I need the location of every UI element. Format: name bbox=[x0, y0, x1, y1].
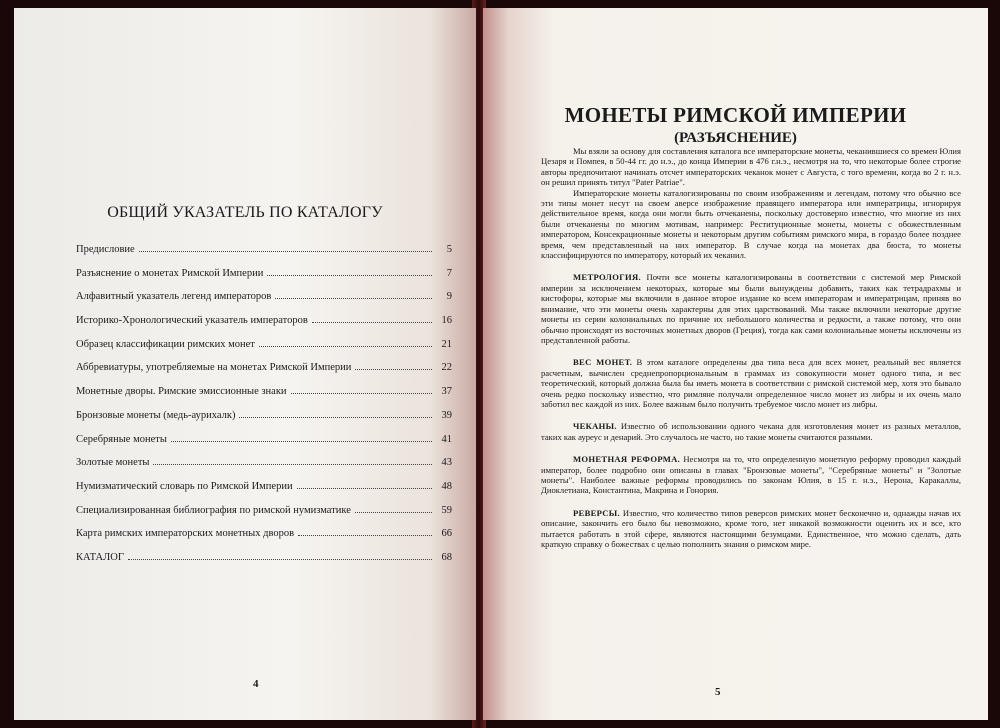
page-number-right: 5 bbox=[715, 686, 721, 698]
toc-entry-page: 59 bbox=[441, 504, 452, 516]
section-heading-metrology: МЕТРОЛОГИЯ. bbox=[573, 272, 641, 283]
toc-entry-page: 68 bbox=[441, 551, 452, 563]
toc-entry-silver[interactable] bbox=[76, 433, 452, 457]
spacer bbox=[541, 409, 961, 421]
toc-entry-label: Историко-Хронологический указатель императоров bbox=[76, 315, 308, 327]
section-text-dies: Известно об использовании одного чекана для изготовления монет из разных металлов, таких как ауреус и денарий. Это случалось не часто, но такие монеты считаются разными. bbox=[541, 421, 961, 442]
toc-entry-label: Разъяснение о монетах Римской Империи bbox=[76, 267, 264, 279]
toc-entry-page: 43 bbox=[441, 457, 452, 469]
toc-entry-page: 39 bbox=[441, 409, 452, 421]
toc-entry-label: Алфавитный указатель легенд императоров bbox=[76, 291, 272, 303]
paragraph-weight bbox=[541, 357, 961, 409]
spacer bbox=[541, 442, 961, 454]
toc-entry-label: Специализированная библиография по римской нумизматике bbox=[76, 504, 351, 516]
toc-entry-page: 7 bbox=[446, 267, 452, 279]
leader-dots bbox=[297, 487, 432, 489]
toc-entry-label: КАТАЛОГ bbox=[76, 551, 124, 563]
leader-dots bbox=[312, 321, 432, 323]
spacer bbox=[541, 345, 961, 357]
page-number-left: 4 bbox=[253, 678, 259, 690]
section-text-weight: В этом каталоге определены два типа веса для всех монет, реальный вес является расчетным, вычислен среднепропорциональным в граммах из совокупности монет одного типа, и вес теоретический, который должна была бы иметь монета в соответствии с римской системой мер, хотя это бывало очень редко поскольку известно, что римляне получали определенное число монет из либры и их очень мало заботил вес каждой из них. Более важным было получить требуемое число монет из либры. bbox=[541, 357, 961, 409]
toc-entry-label: Монетные дворы. Римские эмиссионные знаки bbox=[76, 386, 287, 398]
paragraph-intro: Мы взяли за основу для составления каталога все императорские монеты, чеканившиеся со времен Юлия Цезаря и Помпея, в 50-44 гг. до н.э., до конца Империи в 476 г.н.э., несмотря на то, что некоторые более строгие авторы предпочитают начинать отсчет императорских чеканок монет с Августа, с того времени, когда во 2 г. н.э. он решил принять титул "Pater Patriae". bbox=[541, 146, 961, 188]
section-heading-dies: ЧЕКАНЫ. bbox=[573, 421, 617, 432]
toc-entry-page: 5 bbox=[446, 244, 452, 255]
toc-entry-label: Карта римских императорских монетных дворов bbox=[76, 528, 295, 540]
leader-dots bbox=[267, 274, 432, 276]
leader-dots bbox=[153, 463, 432, 465]
section-text-reverses: Известно, что количество типов реверсов римских монет бесконечно и, однажды начав их описание, закончить его было бы невозможно, кроме того, нет никакой возможности оценить их и все, кто пытается работать в этой сфере, являются настоящими безумцами. Единственное, что можно сделать, дать краткую справку о божествах с целью пополнить знания о римском мире. bbox=[541, 507, 961, 549]
paragraph-reverses bbox=[541, 508, 961, 550]
toc-entry-label: Предисловие bbox=[76, 244, 135, 255]
leader-dots bbox=[291, 392, 432, 394]
toc-entry-page: 21 bbox=[441, 338, 452, 350]
leader-dots bbox=[298, 534, 432, 536]
toc-entry-bronze[interactable] bbox=[76, 409, 452, 433]
toc-entry-page: 22 bbox=[441, 362, 452, 374]
toc-entry-label: Бронзовые монеты (медь-аурихалк) bbox=[76, 409, 236, 421]
leader-dots bbox=[239, 416, 432, 418]
paragraph-reform bbox=[541, 454, 961, 496]
toc-entry-chronology[interactable] bbox=[76, 314, 452, 338]
toc-entry-page: 9 bbox=[446, 291, 452, 303]
leader-dots bbox=[275, 297, 432, 299]
toc-entry-label: Аббревиатуры, употребляемые на монетах Римской Империи bbox=[76, 362, 352, 374]
left-page bbox=[14, 8, 476, 720]
page-title: МОНЕТЫ РИМСКОЙ ИМПЕРИИ bbox=[564, 103, 907, 127]
toc-entry-page: 41 bbox=[441, 433, 452, 445]
paragraph-dies bbox=[541, 421, 961, 442]
toc-list bbox=[76, 243, 452, 575]
toc-entry-map[interactable] bbox=[76, 527, 452, 551]
toc-entry-gold[interactable] bbox=[76, 456, 452, 480]
toc-entry-dictionary[interactable] bbox=[76, 480, 452, 504]
toc-entry-page: 37 bbox=[441, 386, 452, 398]
toc-entry-label: Нумизматический словарь по Римской Империи bbox=[76, 480, 293, 492]
leader-dots bbox=[355, 511, 432, 513]
leader-dots bbox=[139, 250, 432, 252]
section-heading-weight: ВЕС МОНЕТ. bbox=[573, 357, 633, 368]
toc-entry-page: 16 bbox=[441, 315, 452, 327]
paragraph-catalog-method: Императорские монеты каталогизированы по своим изображениям и легендам, потому что обычно все эти типы монет несут на своем аверсе изображение правящего императора или императрицы, игнорируя действительное время, когда они могли быть отчеканены, поскольку достоверно известно, что многие из них были отчеканены по многим мотивам, например: Реституционные монеты, монеты с обожествленным императором, Консекрационные монеты и некоторым другим событиям римского мира, в гораздо более позднее время, чем представленный на них император. В случае когда на монетах два бюста, то монеты классифицируются по императору, который их чеканил. bbox=[541, 187, 961, 261]
toc-entry-classification[interactable] bbox=[76, 338, 452, 362]
toc-entry-preface[interactable] bbox=[76, 243, 452, 267]
toc-entry-legend-index[interactable] bbox=[76, 290, 452, 314]
section-heading-reform: МОНЕТНАЯ РЕФОРМА. bbox=[573, 454, 681, 465]
right-page bbox=[483, 8, 988, 720]
toc-entry-bibliography[interactable] bbox=[76, 504, 452, 528]
leader-dots bbox=[355, 368, 432, 370]
section-text-reform: Несмотря на то, что определенную монетную реформу проводил каждый император, более подробно они описаны в главах "Бронзовые монеты", "Серебряные монеты" и "Золотые монеты". Наиболее важные реформы проводились по законам Юлия, в 15 г. н.э., Нерона, Каракаллы, Диоклетиана, Константина, Макрина и Гонория. bbox=[541, 454, 961, 496]
leader-dots bbox=[171, 440, 432, 442]
section-text-metrology: Почти все монеты каталогизированы в соответствии с системой мер Римской империи за исключением некоторых, которые мы были вынуждены добавить, таких как тетрадрахмы и кистофоры, которые мы включили в данное второе издание ко всем императорам и императрицам, приняв во внимание, что эти монеты очень характерны для этих царствований. Мы также включили некоторые другие монеты из серии колониальных по причине их небольшого количества и редкости, а также потому, что они обычно происходят из восточных монетных дворов (Греция), тогда как сами колониальные монеты исключены из представленной работы. bbox=[541, 272, 962, 345]
toc-entry-label: Образец классификации римских монет bbox=[76, 338, 255, 350]
section-heading-reverses: РЕВЕРСЫ. bbox=[573, 507, 620, 518]
leader-dots bbox=[128, 558, 432, 560]
paragraph-metrology bbox=[541, 272, 961, 345]
page-subtitle: (РАЗЪЯСНЕНИЕ) bbox=[674, 130, 797, 146]
toc-entry-label: Золотые монеты bbox=[76, 457, 150, 469]
article-body bbox=[541, 146, 961, 549]
toc-entry-label: Серебряные монеты bbox=[76, 433, 167, 445]
toc-entry-page: 66 bbox=[441, 528, 452, 540]
toc-entry-abbreviations[interactable] bbox=[76, 361, 452, 385]
spacer bbox=[541, 260, 961, 272]
toc-title: ОБЩИЙ УКАЗАТЕЛЬ ПО КАТАЛОГУ bbox=[107, 204, 383, 221]
toc-entry-page: 48 bbox=[441, 480, 452, 492]
leader-dots bbox=[259, 345, 432, 347]
toc-entry-catalog[interactable] bbox=[76, 551, 452, 575]
spacer bbox=[541, 496, 961, 508]
toc-entry-explanation[interactable] bbox=[76, 267, 452, 291]
toc-entry-mints[interactable] bbox=[76, 385, 452, 409]
